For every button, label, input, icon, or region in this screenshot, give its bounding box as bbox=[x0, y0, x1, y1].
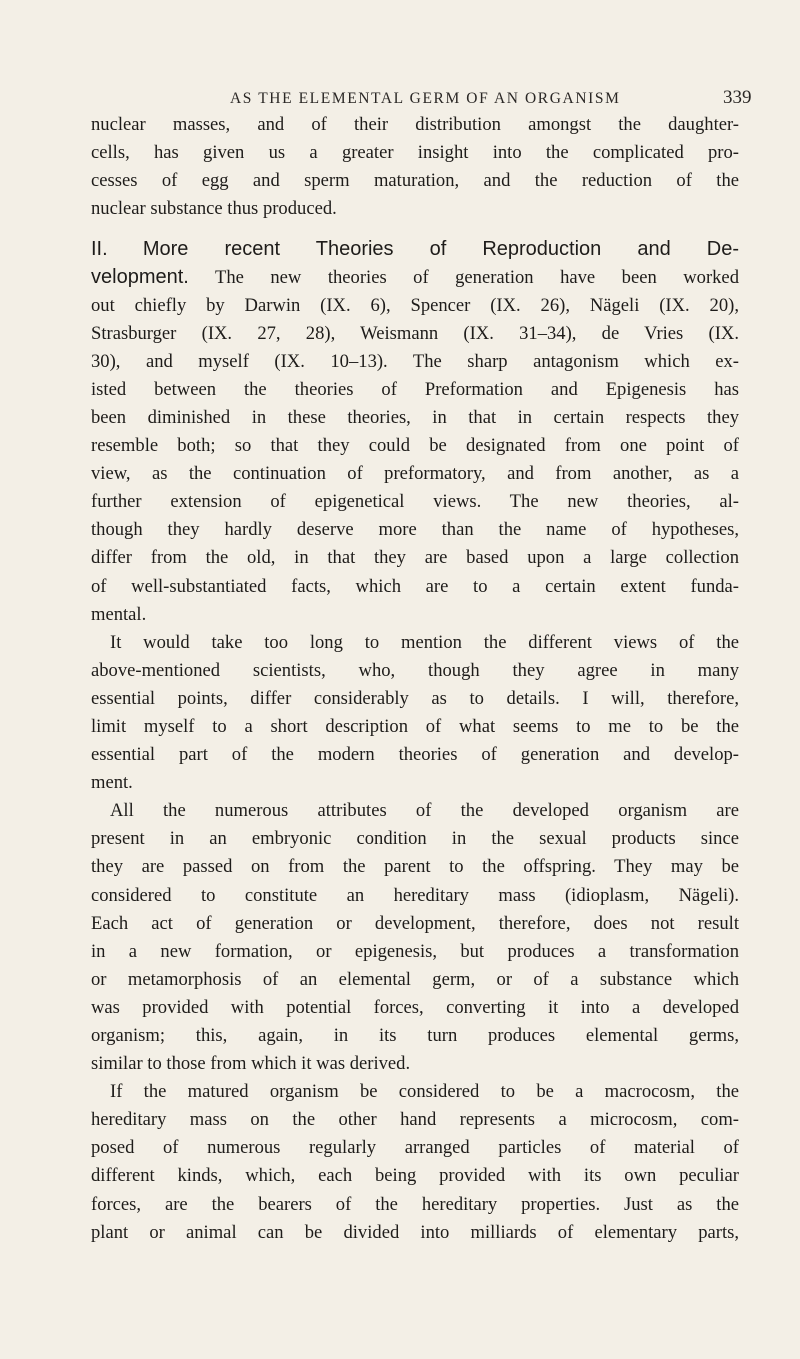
text-line: hereditary mass on the other hand represents a microcosm, com- bbox=[91, 1109, 739, 1131]
text-line: essential part of the modern theories of generation and develop- bbox=[91, 744, 739, 766]
text-line: cesses of egg and sperm maturation, and the reduction of the bbox=[91, 170, 739, 192]
text-line: been diminished in these theories, in that in certain respects they bbox=[91, 406, 739, 428]
text-line: they are passed on from the parent to the offspring. They may be bbox=[91, 856, 739, 878]
text-line: forces, are the bearers of the hereditary properties. Just as the bbox=[91, 1193, 739, 1215]
text-line: isted between the theories of Preformation and Epigenesis has bbox=[91, 378, 739, 400]
text-line: It would take too long to mention the different views of the bbox=[110, 631, 739, 653]
text-line: in a new formation, or epigenesis, but produces a transformation bbox=[91, 940, 739, 962]
text-line: further extension of epigenetical views. The new theories, al- bbox=[91, 491, 739, 513]
section-heading-line bbox=[91, 263, 739, 291]
section-heading-cont: velopment. bbox=[91, 266, 189, 289]
running-head: AS THE ELEMENTAL GERM OF AN ORGANISM bbox=[230, 90, 621, 107]
text-line: Each act of generation or development, therefore, does not result bbox=[91, 912, 739, 934]
text-line: though they hardly deserve more than the name of hypotheses, bbox=[91, 519, 739, 541]
text-line: If the matured organism be considered to be a macrocosm, the bbox=[110, 1081, 739, 1103]
text-line: mental. bbox=[91, 603, 147, 625]
section-number: II. bbox=[91, 238, 108, 261]
text-line: above-mentioned scientists, who, though they agree in many bbox=[91, 659, 739, 681]
text-line: was provided with potential forces, converting it into a developed bbox=[91, 996, 739, 1018]
text-line: Strasburger (IX. 27, 28), Weismann (IX. 31–34), de Vries (IX. bbox=[91, 322, 739, 344]
text-line: All the numerous attributes of the developed organism are bbox=[110, 800, 739, 822]
section-heading-line bbox=[91, 235, 739, 263]
text-line: or metamorphosis of an elemental germ, or of a substance which bbox=[91, 968, 739, 990]
text-line: different kinds, which, each being provided with its own peculiar bbox=[91, 1165, 739, 1187]
text-line: of well-substantiated facts, which are to a certain extent funda- bbox=[91, 575, 739, 597]
text-line: resemble both; so that they could be designated from one point of bbox=[91, 435, 739, 457]
text-line: out chiefly by Darwin (IX. 6), Spencer (IX. 26), Nägeli (IX. 20), bbox=[91, 294, 739, 316]
text-line: nuclear substance thus produced. bbox=[91, 198, 337, 220]
text-line: nuclear masses, and of their distribution amongst the daughter- bbox=[91, 114, 739, 135]
text-line: The new theories of generation have been worked bbox=[214, 267, 739, 289]
text-line: ment. bbox=[91, 772, 133, 794]
text-line: plant or animal can be divided into milliards of elementary parts, bbox=[91, 1221, 739, 1243]
text-line: posed of numerous regularly arranged particles of material of bbox=[91, 1137, 739, 1159]
text-line: 30), and myself (IX. 10–13). The sharp antagonism which ex- bbox=[91, 350, 739, 372]
text-line: considered to constitute an hereditary mass (idioplasm, Nägeli). bbox=[91, 884, 739, 906]
text-line: organism; this, again, in its turn produces elemental germs, bbox=[91, 1025, 739, 1046]
page-number: 339 bbox=[723, 87, 752, 108]
text-line: differ from the old, in that they are based upon a large collection bbox=[91, 547, 739, 569]
text-line: limit myself to a short description of what seems to me to be the bbox=[91, 715, 739, 737]
body-text bbox=[91, 111, 739, 1247]
text-line: present in an embryonic condition in the sexual products since bbox=[91, 828, 739, 850]
text-line: cells, has given us a greater insight into the complicated pro- bbox=[91, 142, 739, 164]
text-line: essential points, differ considerably as to details. I will, therefore, bbox=[91, 687, 739, 709]
section-heading: More recent Theories of Reproduction and De- bbox=[142, 238, 739, 261]
text-line: similar to those from which it was derived. bbox=[91, 1053, 411, 1075]
text-line: view, as the continuation of preformatory, and from another, as a bbox=[91, 463, 739, 485]
